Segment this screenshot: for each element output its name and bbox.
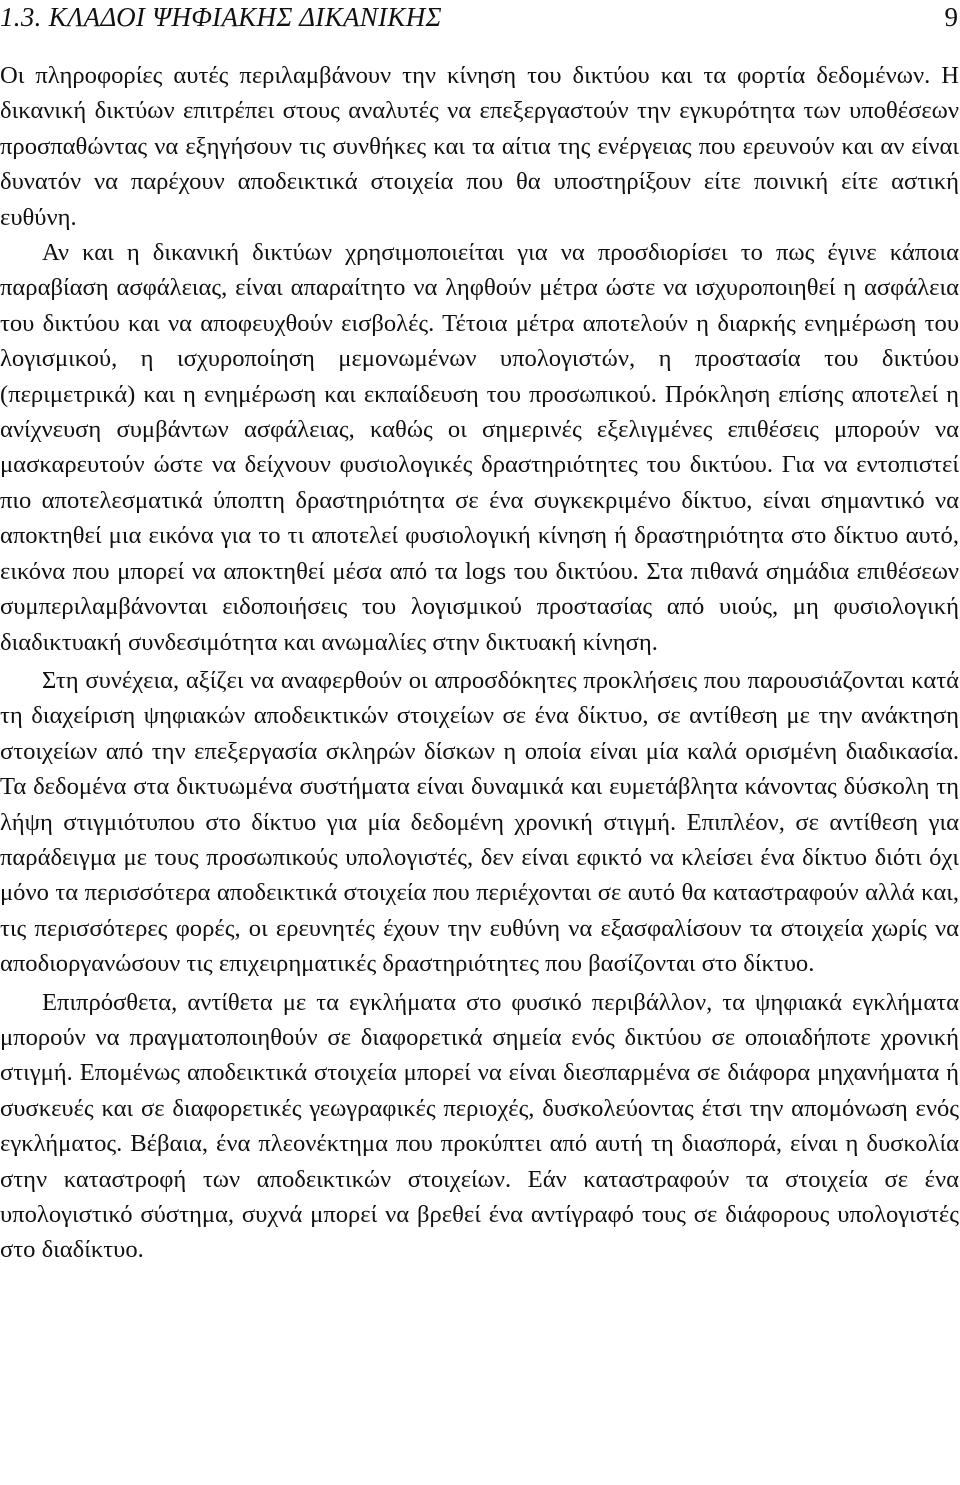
- body-text: [0, 58, 959, 1268]
- paragraph-network-traffic: Οι πληροφορίες αυτές περιλαμβάνουν την κίνηση του δικτύου και τα φορτία δεδομένων. Η δικανική δικτύων επιτρέπει στους αναλυτές να επεξεργαστούν την εγκυρότητα των υποθέσεων προσπαθώντας να εξηγήσουν τις συνθήκες και τα αίτια της ενέργειας που ερευνούν και αν είναι δυνατόν να παρέχουν αποδεικτικά στοιχεία που θα υποστηρίξουν είτε ποινική είτε αστική ευθύνη.: [0, 62, 959, 231]
- running-header: [0, 0, 958, 40]
- page-number: 9: [944, 2, 958, 32]
- paragraph-security-measures: Αν και η δικανική δικτύων χρησιμοποιείται για να προσδιορίσει το πως έγινε κάποια παραβίαση ασφάλειας, είναι απαραίτητο να ληφθούν μέτρα ώστε να ισχυροποιηθεί η ασφάλεια του δικτύου και να αποφευχθούν εισβολές. Τέτοια μέτρα αποτελούν η διαρκής ενημέρωση του λογισμικού, η ισχυροποίηση μεμονωμένων υπολογιστών, η προστασία του δικτύου (περιμετρικά) και η ενημέρωση και εκπαίδευση του προσωπικού. Πρόκληση επίσης αποτελεί η ανίχνευση συμβάντων ασφάλειας, καθώς οι σημερινές εξελιγμένες επιθέσεις μπορούν να μασκαρευτούν ώστε να δείχνουν φυσιολογικές δραστηριότητες του δικτύου. Για να εντοπιστεί πιο αποτελεσματικά ύποπτη δραστηριότητα σε ένα συγκεκριμένο δίκτυο, είναι σημαντικό να αποκτηθεί μια εικόνα για το τι αποτελεί φυσιολογική κίνηση ή δραστηριότητα στο δίκτυο αυτό, εικόνα που μπορεί να αποκτηθεί μέσα από τα logs του δικτύου. Στα πιθανά σημάδια επιθέσεων συμπεριλαμβάνονται ειδοποιήσεις του λογισμικού προστασίας από υιούς, μη φυσιολογική διαδικτυακή συνδεσιμότητα και ανωμαλίες στην δικτυακή κίνηση.: [0, 239, 959, 656]
- paragraph-distributed-evidence: Επιπρόσθετα, αντίθετα με τα εγκλήματα στο φυσικό περιβάλλον, τα ψηφιακά εγκλήματα μπορούν να πραγματοποιηθούν σε διαφορετικά σημεία ενός δικτύου σε οποιαδήποτε χρονική στιγμή. Επομένως αποδεικτικά στοιχεία μπορεί να είναι διεσπαρμένα σε διάφορα μηχανήματα ή συσκευές και σε διαφορετικές γεωγραφικές περιοχές, δυσκολεύοντας έτσι την απομόνωση ενός εγκλήματος. Βέβαια, ένα πλεονέκτημα που προκύπτει από αυτή τη διασπορά, είναι η δυσκολία στην καταστροφή των αποδεικτικών στοιχείων. Εάν καταστραφούν τα στοιχεία σε ένα υπολογιστικό σύστημα, συχνά μπορεί να βρεθεί ένα αντίγραφό τους σε διάφορους υπολογιστές στο διαδίκτυο.: [0, 988, 959, 1264]
- paragraph-network-challenges: Στη συνέχεια, αξίζει να αναφερθούν οι απροσδόκητες προκλήσεις που παρουσιάζονται κατά τη διαχείριση ψηφιακών αποδεικτικών στοιχείων σε ένα δίκτυο, σε αντίθεση με την ανάκτηση στοιχείων από την επεξεργασία σκληρών δίσκων η οποία είναι μία καλά ορισμένη διαδικασία. Τα δεδομένα στα δικτυωμένα συστήματα είναι δυναμικά και ευμετάβλητα κάνοντας δύσκολη τη λήψη στιγμιότυπου στο δίκτυο για μία δεδομένη χρονική στιγμή. Επιπλέον, σε αντίθεση για παράδειγμα με τους προσωπικούς υπολογιστές, δεν είναι εφικτό να κλείσει ένα δίκτυο διότι όχι μόνο τα περισσότερα αποδεικτικά στοιχεία που περιέχονται σε αυτό θα καταστραφούν αλλά και, τις περισσότερες φορές, οι ερευνητές έχουν την ευθύνη να εξασφαλίσουν τα στοιχεία χωρίς να αποδιοργανώσουν τις επιχειρηματικές δραστηριότητες που βασίζονται στο δίκτυο.: [0, 666, 959, 978]
- section-title: 1.3. ΚΛΑΔΟΙ ΨΗΦΙΑΚΗΣ ΔΙΚΑΝΙΚΗΣ: [0, 2, 442, 32]
